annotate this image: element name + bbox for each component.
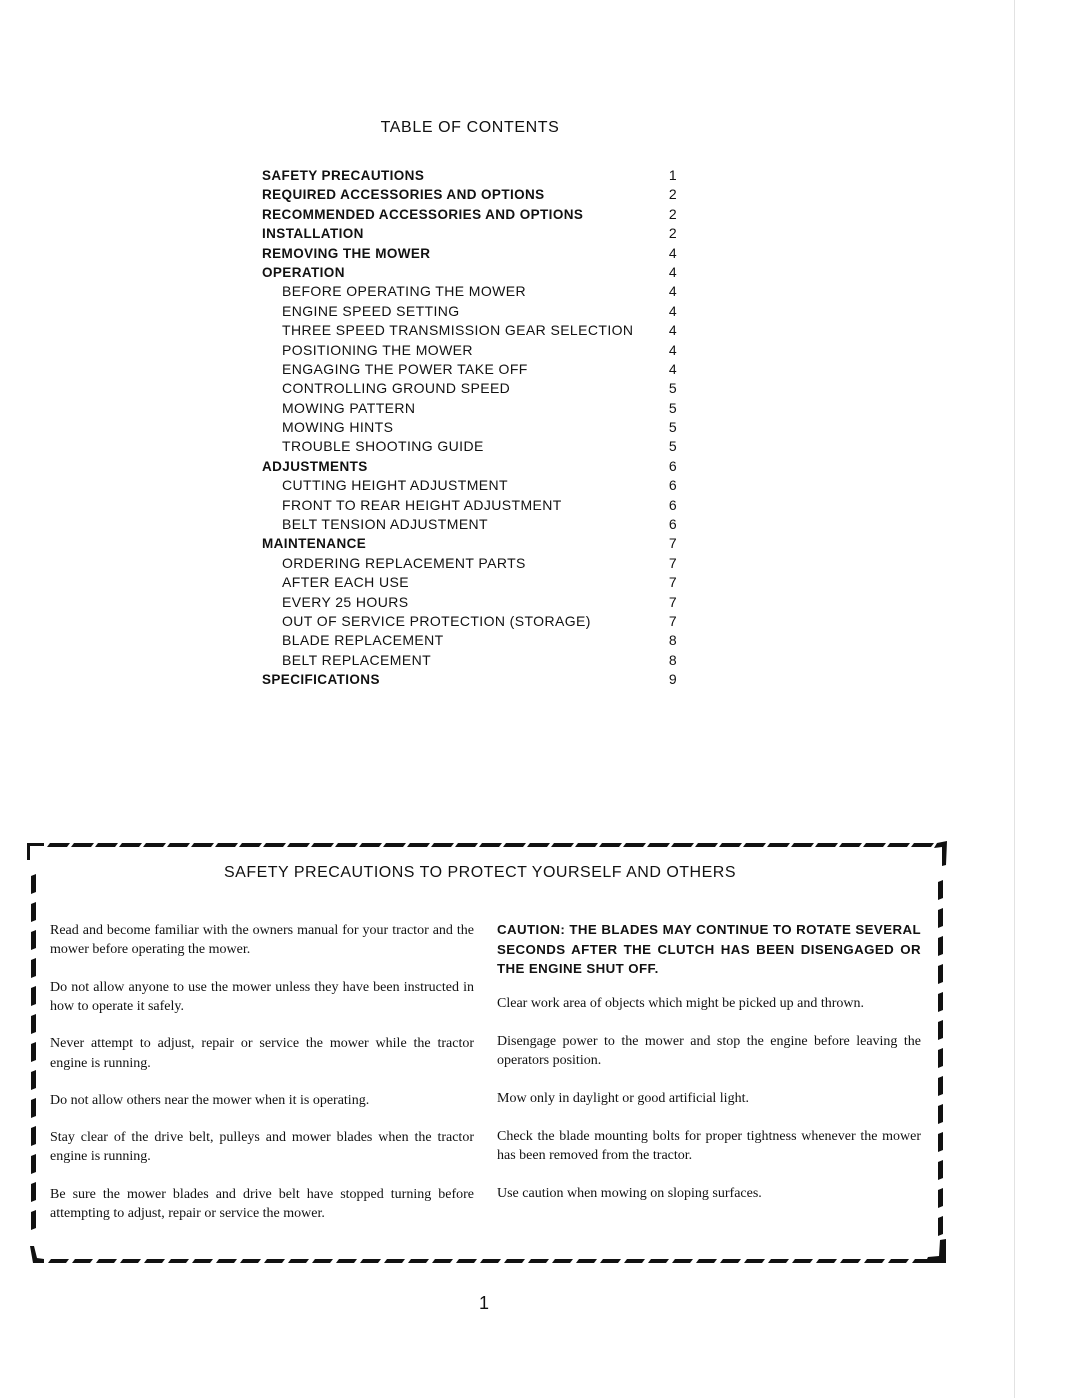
border-dash xyxy=(143,843,166,847)
border-dash xyxy=(167,843,190,847)
border-dash xyxy=(312,1259,333,1263)
border-dash xyxy=(31,986,36,1006)
toc-entry-page: 7 xyxy=(668,554,677,571)
border-dash xyxy=(552,1259,573,1263)
border-dash xyxy=(743,843,766,847)
border-dash xyxy=(31,958,36,978)
border-dash xyxy=(384,1259,405,1263)
safety-border-corner xyxy=(27,843,44,860)
border-dash xyxy=(938,1216,943,1236)
toc-entry-label: ENGINE SPEED SETTING xyxy=(282,302,460,319)
toc-entry-label: REMOVING THE MOWER xyxy=(262,245,431,261)
border-dash xyxy=(744,1259,765,1263)
toc-entry-label: ENGAGING THE POWER TAKE OFF xyxy=(282,360,528,377)
toc-entry-page: 5 xyxy=(668,438,677,455)
toc-entry-label: SAFETY PRECAUTIONS xyxy=(262,168,425,183)
toc-entry xyxy=(262,554,682,573)
toc-entry-label: MOWING HINTS xyxy=(282,419,394,436)
toc-entry-label: CUTTING HEIGHT ADJUSTMENT xyxy=(282,477,508,494)
toc-entry-page: 6 xyxy=(668,457,677,474)
safety-paragraph: Use caution when mowing on sloping surfaces. xyxy=(497,1186,762,1202)
toc-entry-page: 2 xyxy=(668,205,677,222)
border-dash xyxy=(504,1259,525,1263)
toc-entry-label: OPERATION xyxy=(262,264,345,280)
border-dash xyxy=(671,843,694,847)
toc-entry xyxy=(262,612,682,631)
toc-entry-page: 4 xyxy=(668,322,677,339)
border-dash xyxy=(335,843,358,847)
border-dash xyxy=(31,1182,36,1202)
border-dash xyxy=(623,843,646,847)
toc-entry xyxy=(262,263,682,282)
border-dash xyxy=(938,936,943,956)
border-dash xyxy=(479,843,502,847)
toc-entry xyxy=(262,534,682,553)
border-dash xyxy=(839,843,862,847)
toc-entry xyxy=(262,670,682,689)
safety-border-corner xyxy=(30,1246,44,1263)
toc-entry-page: 7 xyxy=(668,535,677,552)
toc-entry-label: POSITIONING THE MOWER xyxy=(282,341,473,358)
border-dash xyxy=(600,1259,621,1263)
border-dash xyxy=(311,843,334,847)
border-dash xyxy=(71,843,94,847)
border-dash xyxy=(696,1259,717,1263)
toc-entry-label: INSTALLATION xyxy=(262,226,364,242)
toc-entry-label: BLADE REPLACEMENT xyxy=(282,632,444,649)
toc-entry-label: REQUIRED ACCESSORIES AND OPTIONS xyxy=(262,187,545,203)
border-dash xyxy=(840,1259,861,1263)
safety-paragraph: Read and become familiar with the owners manual for your tractor and the mower before operating the mower. xyxy=(50,923,474,958)
border-dash xyxy=(720,1259,741,1263)
toc-entry xyxy=(262,224,682,243)
toc-entry-page: 6 xyxy=(668,477,677,494)
border-dash xyxy=(648,1259,669,1263)
border-dash xyxy=(95,843,118,847)
toc-entry xyxy=(262,321,682,340)
border-dash xyxy=(912,1259,933,1263)
table-of-contents xyxy=(262,166,682,690)
border-dash xyxy=(938,1020,943,1040)
toc-entry xyxy=(262,651,682,670)
toc-entry-page: 6 xyxy=(668,516,677,533)
toc-entry xyxy=(262,244,682,263)
toc-entry-page: 8 xyxy=(668,632,677,649)
toc-entry-label: TROUBLE SHOOTING GUIDE xyxy=(282,438,484,455)
toc-entry-page: 7 xyxy=(668,574,677,591)
border-dash xyxy=(938,1132,943,1152)
toc-entry-label: FRONT TO REAR HEIGHT ADJUSTMENT xyxy=(282,496,562,513)
page-number: 1 xyxy=(478,1293,489,1313)
safety-border-corner xyxy=(934,841,947,866)
toc-entry-label: AFTER EACH USE xyxy=(282,574,409,591)
border-dash xyxy=(455,843,478,847)
border-dash xyxy=(336,1259,357,1263)
border-dash xyxy=(695,843,718,847)
border-dash xyxy=(31,930,36,950)
toc-entry-page: 4 xyxy=(668,360,677,377)
toc-entry xyxy=(262,437,682,456)
border-dash xyxy=(887,843,910,847)
border-dash xyxy=(96,1259,117,1263)
border-dash xyxy=(480,1259,501,1263)
toc-entry-page: 7 xyxy=(668,612,677,629)
toc-entry-label: CONTROLLING GROUND SPEED xyxy=(282,380,511,397)
border-dash xyxy=(72,1259,93,1263)
border-dash xyxy=(938,880,943,900)
toc-entry xyxy=(262,166,682,185)
toc-entry-label: THREE SPEED TRANSMISSION GEAR SELECTION xyxy=(282,322,634,339)
border-dash xyxy=(31,1210,36,1230)
toc-entry-page: 8 xyxy=(668,651,677,668)
toc-entry xyxy=(262,573,682,592)
safety-paragraph: Do not allow anyone to use the mower unless they have been instructed in how to operate it safely. xyxy=(50,979,474,1015)
toc-entry xyxy=(262,185,682,204)
toc-entry-label: BELT TENSION ADJUSTMENT xyxy=(282,516,489,533)
border-dash xyxy=(264,1259,285,1263)
border-dash xyxy=(191,843,214,847)
border-dash xyxy=(792,1259,813,1263)
border-dash xyxy=(888,1259,909,1263)
border-dash xyxy=(407,843,430,847)
safety-right-column xyxy=(497,920,921,1222)
toc-entry-label: ORDERING REPLACEMENT PARTS xyxy=(282,554,526,571)
border-dash xyxy=(31,1154,36,1174)
border-dash xyxy=(647,843,670,847)
toc-entry xyxy=(262,496,682,515)
border-dash xyxy=(31,1126,36,1146)
border-dash xyxy=(287,843,310,847)
toc-entry-page: 5 xyxy=(668,399,677,416)
toc-entry xyxy=(262,302,682,321)
toc-entry-page: 7 xyxy=(668,593,677,610)
toc-entry xyxy=(262,341,682,360)
safety-border-top xyxy=(47,843,934,847)
toc-entry xyxy=(262,418,682,437)
border-dash xyxy=(938,1048,943,1068)
border-dash xyxy=(48,1259,69,1263)
toc-entry xyxy=(262,399,682,418)
border-dash xyxy=(263,843,286,847)
safety-border-bottom xyxy=(48,1259,933,1263)
border-dash xyxy=(216,1259,237,1263)
toc-entry-page: 4 xyxy=(668,302,677,319)
toc-entry xyxy=(262,379,682,398)
border-dash xyxy=(31,1014,36,1034)
border-dash xyxy=(791,843,814,847)
safety-paragraph: Be sure the mower blades and drive belt have stopped turning before attempting to adjust, repair or service the mower. xyxy=(50,1186,474,1222)
toc-entry-label: BELT REPLACEMENT xyxy=(282,651,432,668)
border-dash xyxy=(938,1188,943,1208)
border-dash xyxy=(120,1259,141,1263)
border-dash xyxy=(938,1104,943,1124)
toc-entry-label: BEFORE OPERATING THE MOWER xyxy=(282,283,527,300)
toc-entry-page: 4 xyxy=(668,283,677,300)
toc-entry xyxy=(262,360,682,379)
border-dash xyxy=(768,1259,789,1263)
border-dash xyxy=(938,964,943,984)
safety-border-corner xyxy=(925,1239,946,1263)
border-dash xyxy=(551,843,574,847)
border-dash xyxy=(408,1259,429,1263)
toc-entry xyxy=(262,631,682,650)
border-dash xyxy=(31,1042,36,1062)
toc-entry-page: 2 xyxy=(668,225,677,242)
border-dash xyxy=(938,1160,943,1180)
toc-entry-page: 5 xyxy=(668,419,677,436)
border-dash xyxy=(456,1259,477,1263)
border-dash xyxy=(599,843,622,847)
toc-entry-page: 4 xyxy=(668,341,677,358)
border-dash xyxy=(938,1076,943,1096)
border-dash xyxy=(47,843,70,847)
border-dash xyxy=(672,1259,693,1263)
border-dash xyxy=(938,908,943,928)
toc-entry-page: 4 xyxy=(668,244,677,261)
safety-paragraph: Disengage power to the mower and stop the engine before leaving the operators position. xyxy=(497,1033,921,1068)
toc-entry-page: 4 xyxy=(668,263,677,280)
border-dash xyxy=(624,1259,645,1263)
toc-entry-page: 9 xyxy=(668,671,677,688)
border-dash xyxy=(31,1098,36,1118)
safety-paragraph: Mow only in daylight or good artificial light. xyxy=(497,1090,749,1106)
border-dash xyxy=(503,843,526,847)
border-dash xyxy=(576,1259,597,1263)
border-dash xyxy=(119,843,142,847)
safety-border-right xyxy=(938,880,943,1236)
border-dash xyxy=(864,1259,885,1263)
border-dash xyxy=(240,1259,261,1263)
caution-notice: CAUTION: THE BLADES MAY CONTINUE TO ROTATE SEVERAL SECONDS AFTER THE CLUTCH HAS BEEN DISENGAGED OR THE ENGINE SHUT OFF. xyxy=(497,922,921,976)
border-dash xyxy=(575,843,598,847)
safety-border-left xyxy=(31,874,36,1230)
toc-entry-label: MAINTENANCE xyxy=(262,536,367,552)
safety-title: SAFETY PRECAUTIONS TO PROTECT YOURSELF AND OTHERS xyxy=(223,864,736,881)
border-dash xyxy=(527,843,550,847)
border-dash xyxy=(192,1259,213,1263)
safety-paragraph: Never attempt to adjust, repair or service the mower while the tractor engine is running. xyxy=(50,1036,474,1071)
safety-left-column xyxy=(50,921,474,1241)
toc-entry-label: RECOMMENDED ACCESSORIES AND OPTIONS xyxy=(262,206,584,222)
border-dash xyxy=(815,843,838,847)
border-dash xyxy=(719,843,742,847)
toc-entry-label: OUT OF SERVICE PROTECTION (STORAGE) xyxy=(282,612,591,629)
toc-entry xyxy=(262,282,682,301)
border-dash xyxy=(816,1259,837,1263)
toc-entry xyxy=(262,205,682,224)
toc-title: TABLE OF CONTENTS xyxy=(380,119,560,136)
toc-entry-label: EVERY 25 HOURS xyxy=(282,593,409,610)
toc-entry xyxy=(262,457,682,476)
border-dash xyxy=(911,843,934,847)
border-dash xyxy=(431,843,454,847)
toc-entry-page: 6 xyxy=(668,496,677,513)
border-dash xyxy=(938,992,943,1012)
safety-paragraph: Do not allow others near the mower when it is operating. xyxy=(50,1092,370,1108)
border-dash xyxy=(432,1259,453,1263)
toc-entry xyxy=(262,593,682,612)
border-dash xyxy=(239,843,262,847)
toc-entry-page: 1 xyxy=(668,167,677,183)
border-dash xyxy=(31,1070,36,1090)
toc-entry xyxy=(262,515,682,534)
border-dash xyxy=(360,1259,381,1263)
border-dash xyxy=(528,1259,549,1263)
toc-entry-page: 2 xyxy=(668,186,677,203)
border-dash xyxy=(31,902,36,922)
safety-paragraph: Clear work area of objects which might be picked up and thrown. xyxy=(497,995,865,1011)
toc-entry-page: 5 xyxy=(668,380,677,397)
toc-entry-label: ADJUSTMENTS xyxy=(262,458,368,474)
page-edge-line xyxy=(1014,0,1015,1398)
border-dash xyxy=(144,1259,165,1263)
safety-paragraph: Check the blade mounting bolts for proper tightness whenever the mower has been removed from the tractor. xyxy=(497,1128,921,1164)
toc-entry-label: SPECIFICATIONS xyxy=(262,672,380,688)
border-dash xyxy=(168,1259,189,1263)
border-dash xyxy=(288,1259,309,1263)
border-dash xyxy=(863,843,886,847)
border-dash xyxy=(215,843,238,847)
safety-paragraph: Stay clear of the drive belt, pulleys and mower blades when the tractor engine is running. xyxy=(50,1130,474,1165)
border-dash xyxy=(359,843,382,847)
border-dash xyxy=(767,843,790,847)
toc-entry-label: MOWING PATTERN xyxy=(282,399,416,416)
border-dash xyxy=(383,843,406,847)
toc-entry xyxy=(262,476,682,495)
